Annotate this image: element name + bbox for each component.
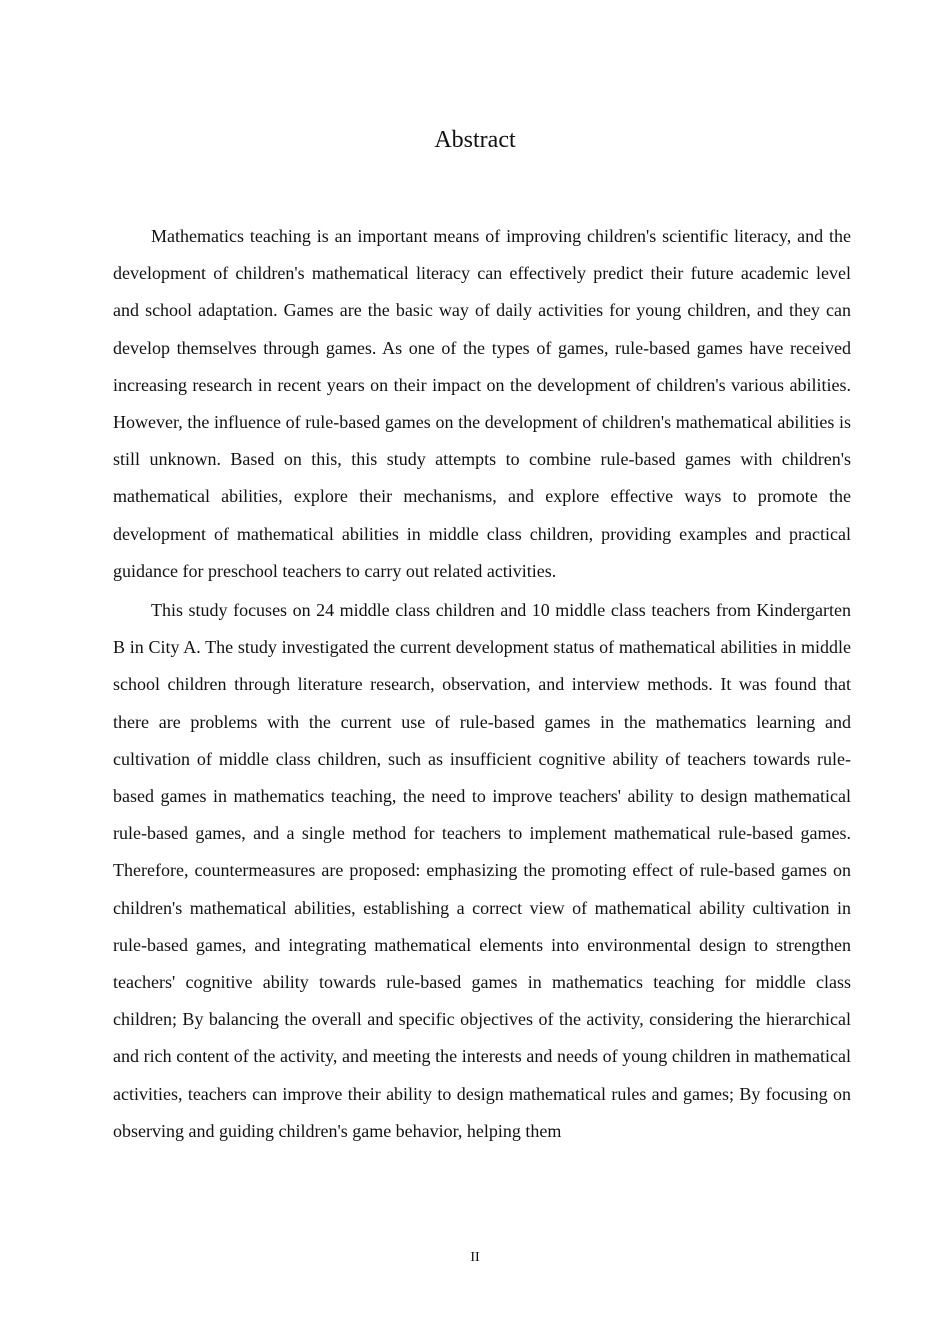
page-number: II: [470, 1250, 480, 1265]
abstract-paragraph-1: Mathematics teaching is an important means of improving children's scientific literacy, and the development of children's mathematical literacy can effectively predict their future academic level and school adaptation. Games are the basic way of daily activities for young children, and they can develop themselves through games. As one of the types of games, rule-based games have received increasing research in recent years on their impact on the development of children's various abilities. However, the influence of rule-based games on the development of children's mathematical abilities is still unknown. Based on this, this study attempts to combine rule-based games with children's mathematical abilities, explore their mechanisms, and explore effective ways to promote the development of mathematical abilities in middle class children, providing examples and practical guidance for preschool teachers to carry out related activities.: [113, 226, 851, 581]
page-title: Abstract: [434, 127, 516, 153]
abstract-body: [113, 218, 851, 1150]
abstract-paragraph-2: This study focuses on 24 middle class children and 10 middle class teachers from Kindergarten B in City A. The study investigated the current development status of mathematical abilities in middle school children through literature research, observation, and interview methods. It was found that there are problems with the current use of rule-based games in the mathematics learning and cultivation of middle class children, such as insufficient cognitive ability of teachers towards rule-based games in mathematics teaching, the need to improve teachers' ability to design mathematical rule-based games, and a single method for teachers to implement mathematical rule-based games. Therefore, countermeasures are proposed: emphasizing the promoting effect of rule-based games on children's mathematical abilities, establishing a correct view of mathematical ability cultivation in rule-based games, and integrating mathematical elements into environmental design to strengthen teachers' cognitive ability towards rule-based games in mathematics teaching for middle class children; By balancing the overall and specific objectives of the activity, considering the hierarchical and rich content of the activity, and meeting the interests and needs of young children in mathematical activities, teachers can improve their ability to design mathematical rules and games; By focusing on observing and guiding children's game behavior, helping them: [113, 600, 851, 1141]
